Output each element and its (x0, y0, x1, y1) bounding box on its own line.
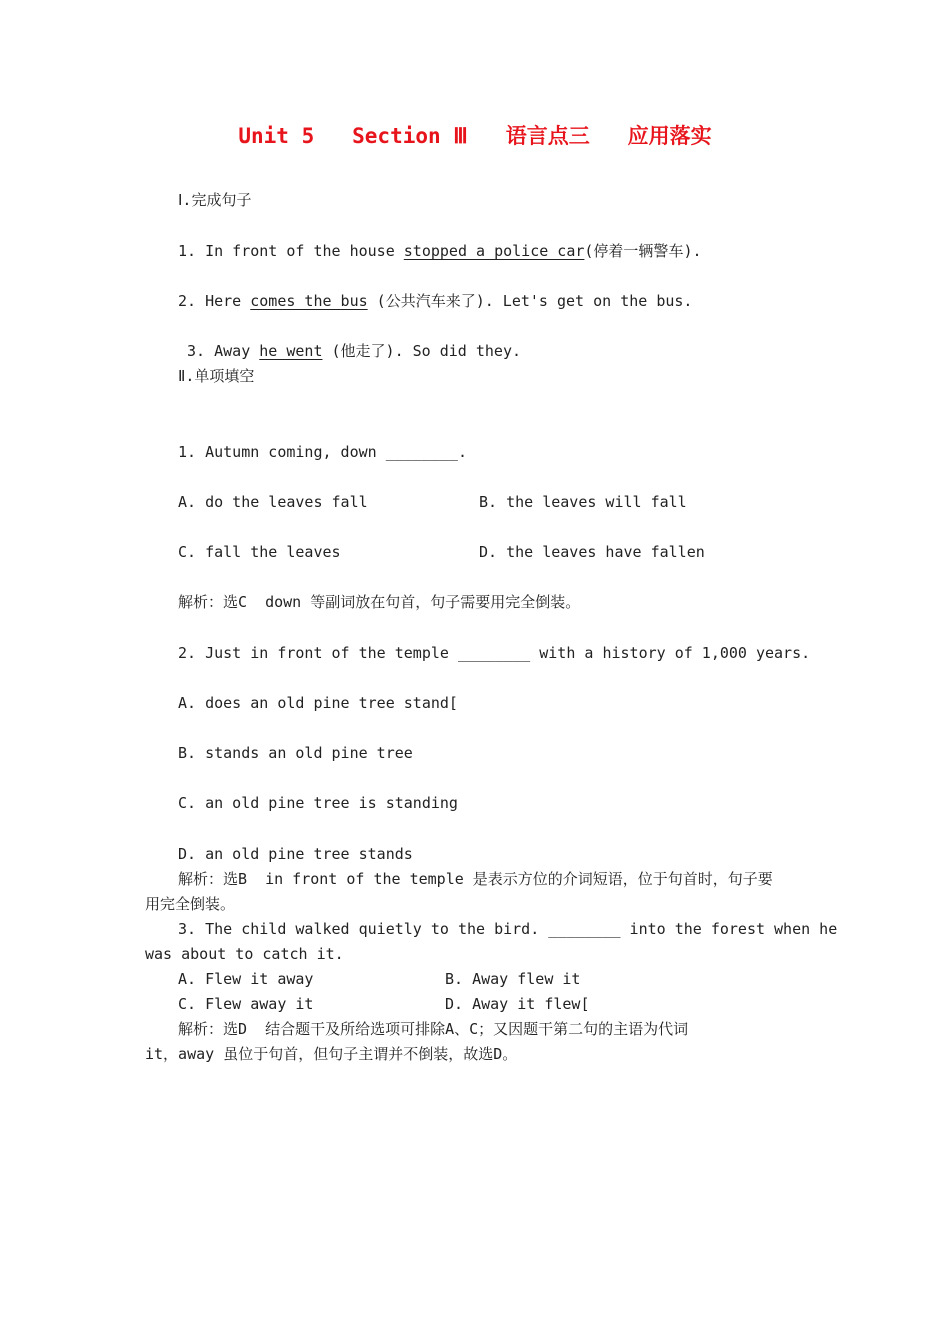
q3-option-d: D. Away it flew[ (445, 995, 590, 1013)
q2-stem: 2. Just in front of the temple ________ with a history of 1,000 years. (178, 644, 811, 662)
q3-explanation-line-2: it，away 虽位于句首，但句子主谓并不倒装，故选D。 (145, 1045, 518, 1063)
answer-blank: comes the bus (250, 292, 368, 310)
answer-blank: he went (259, 342, 323, 360)
part2-heading: Ⅱ.单项填空 (178, 367, 255, 385)
page-title: Unit 5 Section Ⅲ 语言点三 应用落实 (238, 124, 712, 148)
q2-option-d: D. an old pine tree stands (178, 845, 413, 863)
q1-option-c: C. fall the leaves (178, 543, 341, 561)
q3-stem-line-1: 3. The child walked quietly to the bird. ________ into the forest when he (178, 920, 838, 938)
q3-option-c: C. Flew away it (178, 995, 314, 1013)
q2-explanation-line-1: 解析：选B in front of the temple 是表示方位的介词短语，位于句首时，句子要 (178, 870, 773, 888)
q2-explanation-line-2: 用完全倒装。 (145, 895, 236, 913)
part1-item-1: 1. In front of the house stopped a police car(停着一辆警车). (178, 242, 702, 260)
q1-option-d: D. the leaves have fallen (479, 543, 705, 561)
q3-option-b: B. Away flew it (445, 970, 581, 988)
part1-item-2: 2. Here comes the bus (公共汽车来了). Let's get on the bus. (178, 292, 693, 310)
q1-option-a: A. do the leaves fall (178, 493, 368, 511)
q3-explanation-line-1: 解析：选D 结合题干及所给选项可排除A、C；又因题干第二句的主语为代词 (178, 1020, 689, 1038)
q3-option-a: A. Flew it away (178, 970, 314, 988)
q2-option-c: C. an old pine tree is standing (178, 794, 458, 812)
q1-explanation: 解析：选C down 等副词放在句首，句子需要用完全倒装。 (178, 593, 581, 611)
q1-stem: 1. Autumn coming, down ________. (178, 443, 467, 461)
q2-option-b: B. stands an old pine tree (178, 744, 413, 762)
q3-stem-line-2: was about to catch it. (145, 945, 344, 963)
q1-option-b: B. the leaves will fall (479, 493, 687, 511)
answer-blank: stopped a police car (403, 242, 585, 260)
q2-option-a: A. does an old pine tree stand[ (178, 694, 458, 712)
part1-item-3: 3. Away he went (他走了). So did they. (178, 342, 522, 360)
part1-heading: Ⅰ.完成句子 (178, 191, 252, 209)
